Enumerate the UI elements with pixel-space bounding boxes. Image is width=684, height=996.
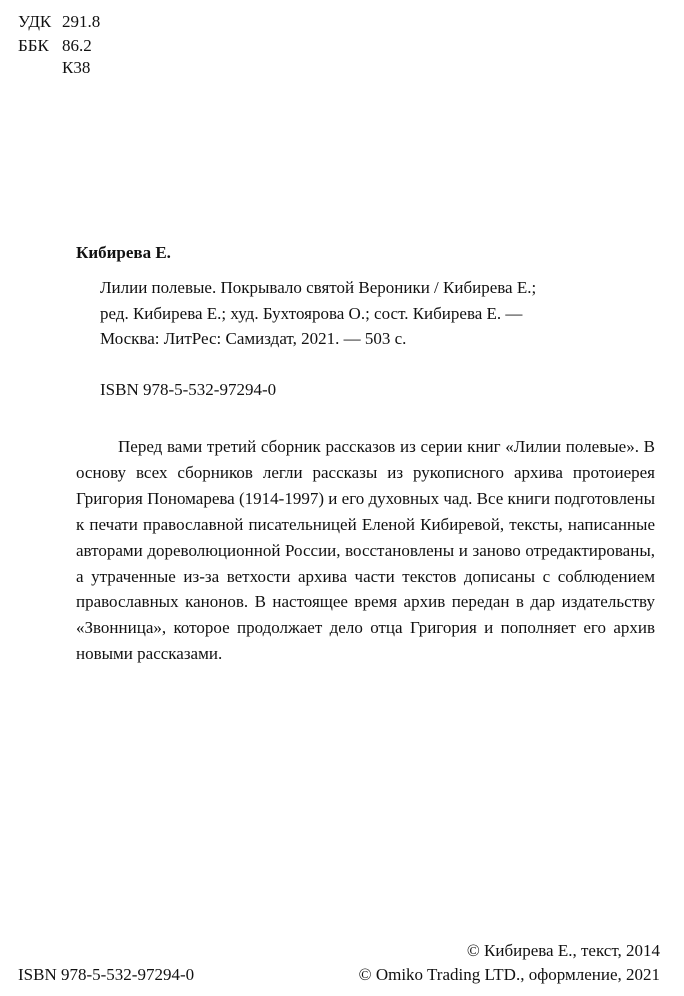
footer-isbn: ISBN 978-5-532-97294-0 [18,965,195,984]
copyright-design: © Omiko Trading LTD., оформление, 2021 [358,965,660,984]
annotation-paragraph: Перед вами третий сборник рассказов из серии книг «Лилии полевые». В основу всех сборников легли рассказы из рукописного архива протоиерея Григория Пономарева (1914-1997) и его духовных чад. Все книги подготовлены к печати православной писательницей Еленой Кибиревой, тексты, написанные авторами дореволюционной России, восстановлены и заново отредактированы, а утраченные из-за ветхости архива части текстов дописаны с соблюдением православных канонов. В настоящее время архив передан в дар издательству «Звонница», которое продолжает дело отца Григория и пополняет его архив новыми рассказами. [76,437,655,664]
bbk-label: ББК [18,36,49,55]
copyright-text: © Кибирева Е., текст, 2014 [466,941,660,960]
author-mark: К38 [62,58,91,77]
udk-value: 291.8 [62,12,101,31]
bibliography-line-2: ред. Кибирева Е.; худ. Бухтоярова О.; сост. Кибирева Е. — [100,304,523,323]
bibliography-line-3: Москва: ЛитРес: Самиздат, 2021. — 503 с. [100,329,407,348]
author-heading: Кибирева Е. [76,243,171,262]
bibliography-line-1: Лилии полевые. Покрывало святой Вероники / Кибирева Е.; [100,278,537,297]
udk-label: УДК [18,12,52,31]
bbk-value: 86.2 [62,36,92,55]
isbn-main: ISBN 978-5-532-97294-0 [100,380,277,399]
